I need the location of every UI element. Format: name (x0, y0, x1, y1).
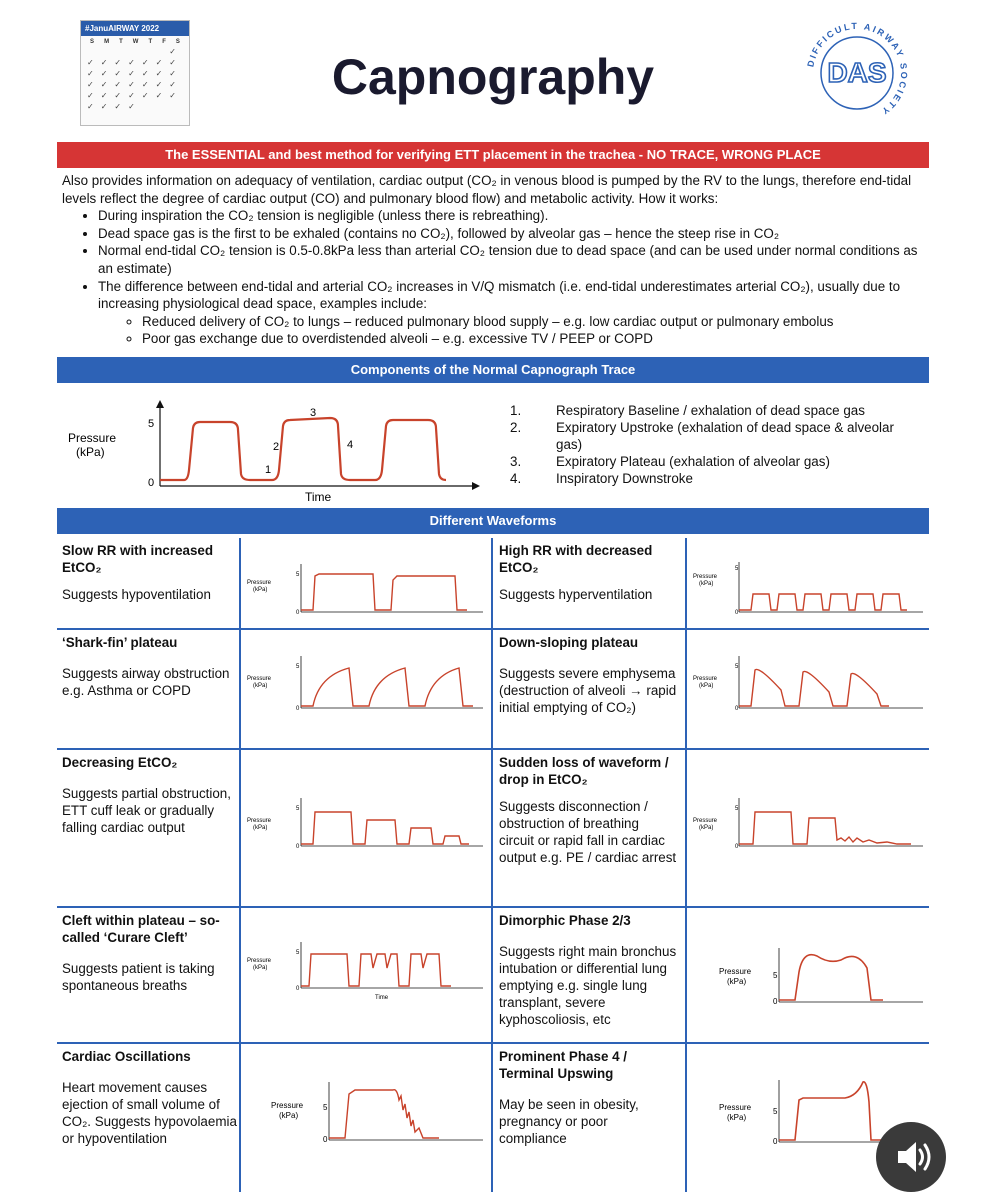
svg-text:Pressure: Pressure (247, 676, 272, 682)
calendar-check: ✓ (114, 91, 122, 100)
y-label: Pressure (68, 431, 117, 445)
svg-text:0: 0 (296, 610, 300, 616)
svg-text:0: 0 (735, 610, 739, 616)
calendar-check: ✓ (141, 80, 149, 89)
svg-text:(kPa): (kPa) (727, 977, 747, 986)
calendar-day-headers (81, 36, 189, 45)
waveform-cell: Cleft within plateau – so-called ‘Curare Cleft’ Suggests patient is taking spontaneous breaths (62, 913, 220, 993)
svg-text:5: 5 (296, 950, 300, 956)
calendar-day: M (104, 39, 110, 45)
graph-down-sloping (691, 646, 927, 726)
bullet-item: • Normal end-tidal CO₂ tension is 0.5-0.8kPa less than arterial CO₂ tension due to dead space (and can be used under normal conditions as an estimate) (98, 242, 922, 277)
svg-text:Pressure: Pressure (719, 967, 752, 976)
y-axis-arrow (156, 400, 164, 408)
sub-bullets (98, 313, 922, 348)
svg-text:(kPa): (kPa) (253, 587, 268, 593)
svg-text:5: 5 (296, 572, 300, 578)
calendar-check: ✓ (114, 58, 122, 67)
svg-text:(kPa): (kPa) (699, 825, 714, 831)
graph-sudden-loss (691, 788, 927, 858)
graph-slow-rr (245, 554, 487, 624)
calendar-check: ✓ (141, 69, 149, 78)
bullet-item: • The difference between end-tidal and arterial CO₂ increases in V/Q mismatch (i.e. end-tidal underestimates arterial CO₂), usually due to increasing physiological dead space, examples include: ◦ Reduced delivery of CO₂ to lungs – reduced pulmonary blood supply – e.g. low cardiac output or pulmonary embolus ◦ Poor gas exchange due to overdistended alveoli – e.g. excessive TV / PEEP or COPD (98, 278, 922, 348)
graph-curare-cleft (245, 928, 487, 1008)
calendar-check: ✓ (169, 69, 176, 78)
trace-line (329, 1090, 439, 1138)
graph-cardiac-oscillations (269, 1070, 487, 1150)
calendar-check: ✓ (169, 47, 176, 56)
graph-shark-fin (245, 646, 487, 726)
calendar-check: ✓ (155, 80, 163, 89)
calendar-check: ✓ (169, 80, 176, 89)
calendar-check: ✓ (87, 69, 94, 78)
waveform-cell: Slow RR with increased EtCO₂ Suggests hypoventilation (62, 543, 214, 602)
calendar-check: ✓ (128, 69, 135, 78)
svg-text:Pressure: Pressure (271, 1101, 304, 1110)
graph-high-rr (691, 554, 927, 624)
calendar-check: ✓ (87, 80, 94, 89)
calendar-day: S (90, 39, 95, 45)
svg-text:Pressure: Pressure (693, 818, 718, 824)
intro-bullets (62, 207, 922, 348)
trace-line (739, 669, 889, 706)
waveforms-banner: Different Waveforms (57, 508, 929, 534)
trace-line (779, 955, 883, 1000)
calendar-check: ✓ (141, 91, 149, 100)
svg-text:0: 0 (296, 844, 300, 850)
y-tick-5: 5 (148, 418, 155, 430)
y-label-unit: (kPa) (76, 445, 105, 459)
svg-text:5: 5 (296, 664, 300, 670)
calendar-check: ✓ (155, 58, 163, 67)
components-banner: Components of the Normal Capnograph Trace (57, 357, 929, 383)
calendar-check: ✓ (141, 58, 149, 67)
waveform-cell: ‘Shark-fin’ plateau Suggests airway obstruction e.g. Asthma or COPD (62, 635, 230, 698)
svg-text:Time: Time (375, 995, 389, 1001)
calendar-day: T (148, 39, 153, 45)
svg-text:5: 5 (735, 566, 739, 572)
calendar-check: ✓ (114, 80, 122, 89)
calendar-check: ✓ (87, 91, 94, 100)
svg-text:0: 0 (323, 1135, 328, 1144)
waveform-cell: Prominent Phase 4 / Terminal Upswing May be seen in obesity, pregnancy or poor compliance (499, 1049, 639, 1146)
graph-dimorphic (717, 940, 927, 1020)
bullet-item: • Dead space gas is the first to be exhaled (contains no CO₂), followed by alveolar gas – hence the steep rise in CO₂ (98, 225, 922, 243)
page-title: Capnography (331, 49, 655, 105)
svg-text:0: 0 (735, 706, 739, 712)
intro-paragraph: Also provides information on adequacy of ventilation, cardiac output (CO₂ in venous blood is pumped by the RV to the lungs, therefore end-tidal levels reflect the degree of cardiac output (CO) and pulmonary blood flow) and metabolic activity. How it works: (62, 173, 912, 206)
waveform-cell: Down-sloping plateau Suggests severe emphysema (destruction of alveoli → rapid initial emptying of CO₂) (499, 635, 677, 715)
calendar-check: ✓ (169, 91, 176, 100)
sub-bullet-item: ◦ Poor gas exchange due to overdistended alveoli – e.g. excessive TV / PEEP or COPD (142, 330, 922, 348)
calendar-check: ✓ (155, 69, 163, 78)
svg-text:0: 0 (296, 706, 300, 712)
calendar-check: ✓ (155, 91, 163, 100)
svg-text:(kPa): (kPa) (699, 683, 714, 689)
svg-text:Pressure: Pressure (693, 574, 718, 580)
calendar-check: ✓ (114, 102, 122, 111)
calendar-check: ✓ (128, 58, 135, 67)
calendar-day: S (175, 39, 180, 45)
calendar-check: ✓ (100, 91, 108, 100)
trace-line (779, 1082, 883, 1140)
svg-text:0: 0 (735, 844, 739, 850)
svg-text:0: 0 (296, 986, 300, 992)
waveform-cell: Decreasing EtCO₂ Suggests partial obstruction, ETT cuff leak or gradually falling cardiac output (62, 755, 231, 835)
trace-line (301, 574, 467, 610)
calendar-check: ✓ (100, 102, 108, 111)
calendar-check: ✓ (100, 58, 108, 67)
svg-text:(kPa): (kPa) (699, 581, 714, 587)
bullet-item: • During inspiration the CO₂ tension is negligible (unless there is rebreathing). (98, 207, 922, 225)
svg-text:5: 5 (773, 971, 778, 980)
calendar-check: ✓ (100, 80, 108, 89)
calendar-check: ✓ (114, 69, 122, 78)
calendar-day: F (162, 39, 166, 45)
component-item: 3. Expiratory Plateau (exhalation of alveolar gas) (510, 454, 830, 469)
x-label: Time (305, 490, 332, 504)
phase-label-3: 3 (310, 407, 317, 419)
trace-line (301, 668, 473, 706)
graph-decreasing (245, 788, 487, 858)
calendar-check: ✓ (87, 58, 94, 67)
component-item: 1. Respiratory Baseline / exhalation of dead space gas (510, 403, 865, 418)
calendar-check: ✓ (169, 58, 176, 67)
component-item: 4. Inspiratory Downstroke (510, 471, 693, 486)
calendar-check: ✓ (128, 80, 135, 89)
speaker-icon (876, 1122, 946, 1192)
trace-line (739, 812, 911, 844)
x-axis-arrow (472, 482, 480, 490)
phase-label-2: 2 (273, 441, 280, 453)
svg-text:Pressure: Pressure (247, 818, 272, 824)
svg-text:(kPa): (kPa) (727, 1113, 747, 1122)
das-logo (802, 18, 912, 128)
trace-line (301, 954, 451, 986)
svg-text:5: 5 (773, 1107, 778, 1116)
waveform-cell: Cardiac Oscillations Heart movement causes ejection of small volume of CO₂. Suggests hypovolaemia or hypoventilation (62, 1049, 237, 1146)
svg-text:Pressure: Pressure (247, 580, 272, 586)
y-tick-0: 0 (148, 477, 155, 489)
logo-ring-text: DIFFICULT AIRWAY SOCIETY (805, 20, 910, 118)
essential-banner: The ESSENTIAL and best method for verifying ETT placement in the trachea - NO TRACE, WRONG PLACE (57, 142, 929, 168)
svg-text:(kPa): (kPa) (253, 965, 268, 971)
svg-text:5: 5 (323, 1103, 328, 1112)
waveform-grid (57, 538, 929, 1192)
sound-button[interactable] (876, 1122, 946, 1192)
intro-text (62, 172, 922, 348)
svg-text:0: 0 (773, 1137, 778, 1146)
component-item: 2. Expiratory Upstroke (exhalation of dead space & alveolar gas) (510, 420, 894, 452)
calendar-day: T (119, 39, 123, 45)
waveform-cell: Dimorphic Phase 2/3 Suggests right main bronchus intubation or differential lung emptying e.g. single lung transplant, severe kyphoscoliosis, etc (499, 913, 677, 1027)
calendar-check: ✓ (128, 91, 135, 100)
svg-text:Pressure: Pressure (719, 1103, 752, 1112)
waveform-cell: Sudden loss of waveform / drop in EtCO₂ Suggests disconnection / obstruction of breathing circuit or rapid fall in cardiac output e.g. PE / cardiac arrest (499, 755, 677, 865)
svg-text:(kPa): (kPa) (253, 683, 268, 689)
svg-text:(kPa): (kPa) (253, 825, 268, 831)
svg-text:Pressure: Pressure (693, 676, 718, 682)
svg-text:5: 5 (735, 806, 739, 812)
sub-bullet-item: ◦ Reduced delivery of CO₂ to lungs – reduced pulmonary blood supply – e.g. low cardiac output or pulmonary embolus (142, 313, 922, 331)
calendar-check: ✓ (128, 102, 135, 111)
svg-text:5: 5 (296, 806, 300, 812)
svg-text:0: 0 (773, 997, 778, 1006)
calendar-check: ✓ (87, 102, 94, 111)
waveform-cell: High RR with decreased EtCO₂ Suggests hyperventilation (499, 543, 653, 602)
normal-capnograph-trace (60, 400, 480, 508)
logo-text: DAS (827, 57, 887, 88)
svg-text:Pressure: Pressure (247, 958, 272, 964)
svg-text:5: 5 (735, 664, 739, 670)
calendar-day: W (132, 39, 139, 45)
phase-label-1: 1 (265, 464, 272, 476)
normal-trace-line (160, 418, 446, 480)
phase-label-4: 4 (347, 439, 354, 451)
trace-line (739, 594, 907, 610)
trace-line (301, 812, 469, 844)
calendar-check: ✓ (100, 69, 108, 78)
svg-text:(kPa): (kPa) (279, 1111, 299, 1120)
components-list (510, 402, 920, 487)
calendar-label: #JanuAIRWAY 2022 (81, 21, 189, 36)
